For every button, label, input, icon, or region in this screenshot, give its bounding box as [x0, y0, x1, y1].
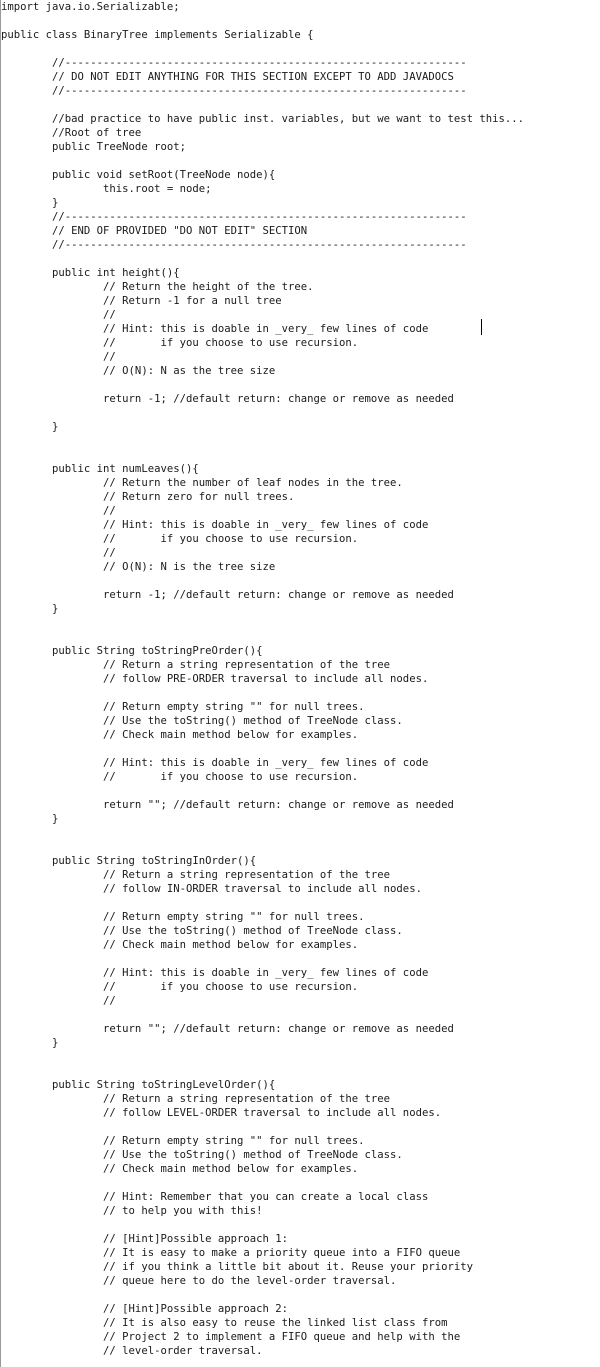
code-line[interactable]: // follow IN-ORDER traversal to include all nodes. — [1, 883, 422, 895]
code-line[interactable]: public String toStringLevelOrder(){ — [1, 1079, 276, 1091]
code-line[interactable]: } — [1, 603, 59, 615]
code-line[interactable]: // — [1, 505, 116, 517]
code-line[interactable]: // — [1, 351, 116, 363]
code-line[interactable]: // Check main method below for examples. — [1, 939, 359, 951]
code-line[interactable]: //Root of tree — [1, 127, 142, 139]
code-line[interactable]: //bad practice to have public inst. variables, but we want to test this... — [1, 113, 524, 125]
code-line[interactable]: // Project 2 to implement a FIFO queue and help with the — [1, 1331, 461, 1343]
code-line[interactable]: // to help you with this! — [1, 1205, 263, 1217]
code-editor[interactable] — [1, 0, 600, 1367]
code-line[interactable]: // Check main method below for examples. — [1, 729, 359, 741]
code-line[interactable]: return ""; //default return: change or remove as needed — [1, 799, 454, 811]
code-line[interactable]: // Hint: this is doable in _very_ few lines of code — [1, 757, 429, 769]
code-line[interactable]: // Hint: this is doable in _very_ few lines of code — [1, 967, 429, 979]
code-line[interactable]: // if you think a little bit about it. Reuse your priority — [1, 1261, 473, 1273]
code-line[interactable]: // DO NOT EDIT ANYTHING FOR THIS SECTION EXCEPT TO ADD JAVADOCS — [1, 71, 454, 83]
code-line[interactable]: // if you choose to use recursion. — [1, 533, 359, 545]
code-line[interactable]: // follow LEVEL-ORDER traversal to include all nodes. — [1, 1107, 442, 1119]
code-line[interactable]: //--------------------------------------------------------------- — [1, 57, 467, 69]
code-line[interactable]: } — [1, 197, 59, 209]
code-line[interactable]: // Use the toString() method of TreeNode class. — [1, 1149, 403, 1161]
code-line[interactable]: return -1; //default return: change or remove as needed — [1, 589, 454, 601]
code-line[interactable]: // Return the number of leaf nodes in the tree. — [1, 477, 403, 489]
code-line[interactable]: // if you choose to use recursion. — [1, 337, 359, 349]
code-line[interactable]: // O(N): N is the tree size — [1, 561, 276, 573]
code-line[interactable]: //--------------------------------------------------------------- — [1, 85, 467, 97]
code-line[interactable]: // level-order traversal. — [1, 1345, 263, 1357]
code-line[interactable]: //--------------------------------------------------------------- — [1, 211, 467, 223]
code-line[interactable]: //--------------------------------------------------------------- — [1, 239, 467, 251]
code-line[interactable]: // Return a string representation of the tree — [1, 869, 391, 881]
code-line[interactable]: // It is easy to make a priority queue into a FIFO queue — [1, 1247, 461, 1259]
code-line[interactable]: // Hint: this is doable in _very_ few lines of code — [1, 323, 429, 335]
code-line[interactable]: // if you choose to use recursion. — [1, 771, 359, 783]
code-line[interactable]: // Return the height of the tree. — [1, 281, 314, 293]
code-line[interactable]: // if you choose to use recursion. — [1, 981, 359, 993]
code-line[interactable]: import java.io.Serializable; — [1, 1, 180, 13]
code-line[interactable]: // END OF PROVIDED "DO NOT EDIT" SECTION — [1, 225, 308, 237]
code-line[interactable]: // Hint: this is doable in _very_ few lines of code — [1, 519, 429, 531]
code-line[interactable]: // Check main method below for examples. — [1, 1163, 359, 1175]
code-line[interactable]: public int height(){ — [1, 267, 180, 279]
code-line[interactable]: // Return empty string "" for null trees. — [1, 911, 365, 923]
code-line[interactable]: } — [1, 1037, 59, 1049]
code-line[interactable]: return ""; //default return: change or remove as needed — [1, 1023, 454, 1035]
code-line[interactable]: // — [1, 547, 116, 559]
text-cursor — [481, 319, 482, 335]
code-line[interactable]: // Hint: Remember that you can create a local class — [1, 1191, 429, 1203]
code-line[interactable]: // Use the toString() method of TreeNode class. — [1, 925, 403, 937]
code-line[interactable]: // follow PRE-ORDER traversal to include all nodes. — [1, 673, 429, 685]
code-line[interactable]: // — [1, 995, 116, 1007]
code-line[interactable]: public void setRoot(TreeNode node){ — [1, 169, 276, 181]
code-line[interactable]: return -1; //default return: change or remove as needed — [1, 393, 454, 405]
code-line[interactable]: public class BinaryTree implements Serializable { — [1, 29, 314, 41]
code-line[interactable]: } — [1, 421, 59, 433]
code-line[interactable]: // It is also easy to reuse the linked list class from — [1, 1317, 448, 1329]
code-line[interactable]: // — [1, 309, 116, 321]
code-line[interactable]: // Return a string representation of the tree — [1, 659, 391, 671]
code-line[interactable]: } — [1, 813, 59, 825]
code-line[interactable]: // Return empty string "" for null trees. — [1, 701, 365, 713]
code-line[interactable]: // Use the toString() method of TreeNode class. — [1, 715, 403, 727]
code-line[interactable]: // Return zero for null trees. — [1, 491, 295, 503]
code-line[interactable]: public int numLeaves(){ — [1, 463, 199, 475]
code-line[interactable]: public String toStringInOrder(){ — [1, 855, 257, 867]
code-line[interactable]: // Return -1 for a null tree — [1, 295, 282, 307]
code-line[interactable]: // queue here to do the level-order traversal. — [1, 1275, 397, 1287]
code-line[interactable]: // Return a string representation of the tree — [1, 1093, 391, 1105]
code-line[interactable]: public String toStringPreOrder(){ — [1, 645, 263, 657]
code-line[interactable]: // [Hint]Possible approach 2: — [1, 1303, 289, 1315]
code-line[interactable]: public TreeNode root; — [1, 141, 186, 153]
code-line[interactable]: // [Hint]Possible approach 1: — [1, 1233, 289, 1245]
code-line[interactable]: // Return empty string "" for null trees. — [1, 1135, 365, 1147]
code-line[interactable]: this.root = node; — [1, 183, 212, 195]
code-line[interactable]: // O(N): N as the tree size — [1, 365, 276, 377]
